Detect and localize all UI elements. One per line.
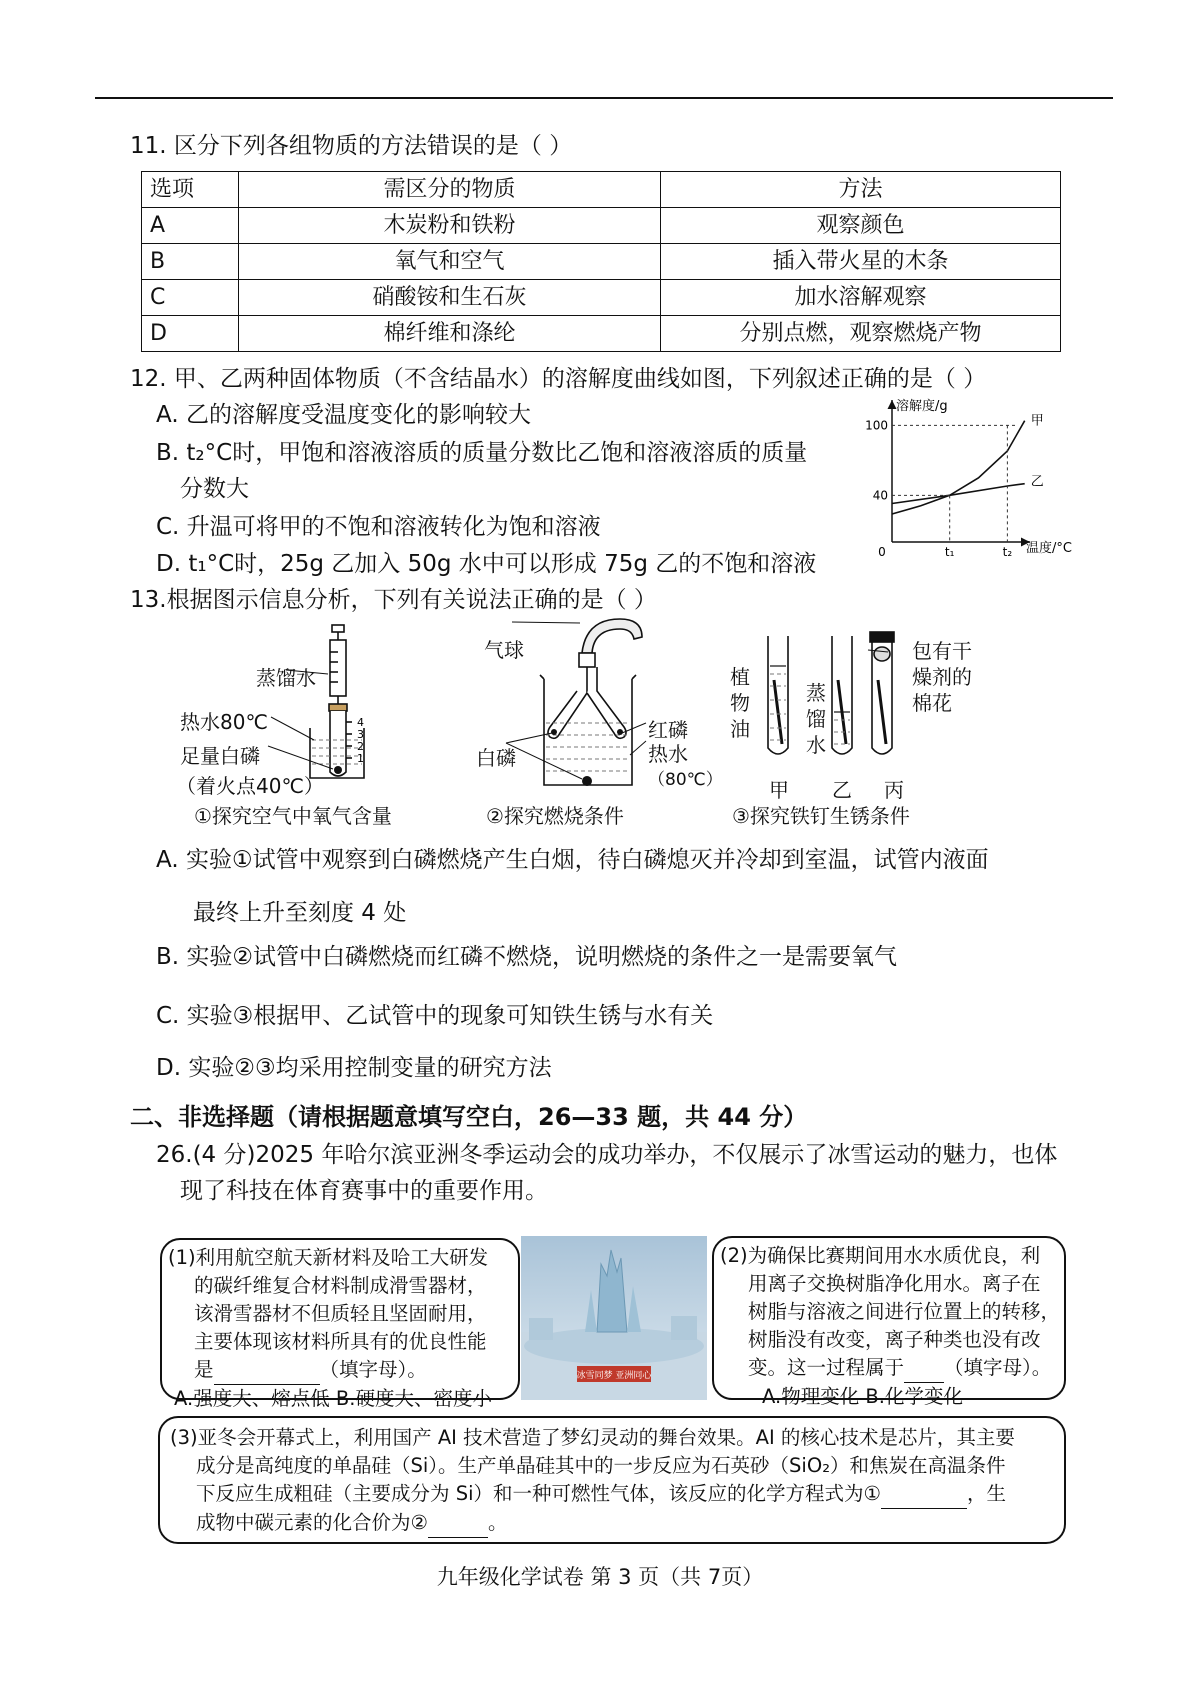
scale-mark: 3 xyxy=(357,728,364,741)
q13-option-a: A. 实验①试管中观察到白磷燃烧产生白烟，待白磷熄灭并冷却到室温，试管内液面 xyxy=(156,847,989,873)
box-line xyxy=(170,1509,1015,1538)
series-label: 甲 xyxy=(1030,413,1044,429)
q26-stem: 26.(4 分)2025 年哈尔滨亚洲冬季运动会的成功举办，不仅展示了冰雪运动的魅力，也体 xyxy=(156,1142,1058,1168)
answer-blank-1[interactable] xyxy=(214,1356,320,1385)
blank-prefix: 下反应生成粗硅（主要成分为 Si）和一种可燃性气体，该反应的化学方程式为① xyxy=(196,1482,881,1505)
caption-iron-rust: ③探究铁钉生锈条件 xyxy=(732,804,910,828)
box-options: A.物理变化 B.化学变化 xyxy=(762,1385,963,1408)
table-cell: 观察颜色 xyxy=(661,208,1061,244)
label-char: 植 xyxy=(730,665,750,689)
table-row xyxy=(142,244,1061,280)
q12-stem: 12. 甲、乙两种固体物质（不含结晶水）的溶解度曲线如图，下列叙述正确的是（ ） xyxy=(130,366,987,392)
table-cell: 木炭粉和铁粉 xyxy=(239,208,661,244)
blank-prefix: 成物中碳元素的化合价为② xyxy=(196,1511,428,1534)
table-header-cell: 需区分的物质 xyxy=(239,172,661,208)
table-header-row xyxy=(142,172,1061,208)
label-char: 水 xyxy=(806,733,826,757)
label-balloon: 气球 xyxy=(484,638,524,662)
q12-option-c: C. 升温可将甲的不饱和溶液转化为饱和溶液 xyxy=(156,514,601,540)
label-distilled-water: 蒸馏水 xyxy=(256,666,316,690)
x-axis-label: 温度/°C xyxy=(1026,541,1072,556)
table-cell: C xyxy=(142,280,239,316)
q26-part1-box xyxy=(160,1238,520,1410)
box-line: 的碳纤维复合材料制成滑雪器材， xyxy=(194,1274,487,1297)
label-line: 棉花 xyxy=(912,691,952,715)
table-cell: 氧气和空气 xyxy=(239,244,661,280)
q12-option-b-cont: 分数大 xyxy=(180,476,249,502)
blank-prefix: 变。这一过程属于 xyxy=(748,1356,905,1379)
label-char: 蒸 xyxy=(806,681,826,705)
table-cell: B xyxy=(142,244,239,280)
caption-combustion: ②探究燃烧条件 xyxy=(486,804,624,828)
page-footer: 九年级化学试卷 第 3 页（共 7页） xyxy=(436,1565,764,1589)
y-tick-label: 40 xyxy=(872,488,888,503)
table-header-cell: 选项 xyxy=(142,172,239,208)
q11-stem: 11. 区分下列各组物质的方法错误的是（ ） xyxy=(130,133,573,159)
solubility-chart xyxy=(860,392,1090,570)
label-desiccant-cotton xyxy=(912,638,972,716)
q12-option-a: A. 乙的溶解度受温度变化的影响较大 xyxy=(156,402,531,428)
scale-mark: 2 xyxy=(357,740,364,753)
label-white-phosphorus: 足量白磷 xyxy=(180,744,260,768)
box-line: 树脂没有改变，离子种类也没有改 xyxy=(748,1328,1041,1351)
y-tick-label: 100 xyxy=(865,418,888,433)
label-red-phosphorus: 红磷 xyxy=(648,718,688,742)
label-hot-water: 热水80℃ xyxy=(180,710,268,734)
q13-option-b: B. 实验②试管中白磷燃烧而红磷不燃烧，说明燃烧的条件之一是需要氧气 xyxy=(156,944,898,970)
table-cell: 分别点燃，观察燃烧产物 xyxy=(661,316,1061,352)
label-line: 燥剂的 xyxy=(912,665,972,689)
x-tick-label: 0 xyxy=(878,545,886,559)
answer-blank-2[interactable] xyxy=(904,1354,944,1383)
answer-blank-4[interactable] xyxy=(428,1509,488,1538)
table-row xyxy=(142,316,1061,352)
y-tube-right xyxy=(587,667,626,738)
box-line: 主要体现该材料所具有的优良性能 xyxy=(194,1330,487,1353)
white-phosphorus xyxy=(551,729,557,735)
series-label: 乙 xyxy=(1030,474,1044,490)
table-cell: A xyxy=(142,208,239,244)
label-hot-water: 热水 xyxy=(648,742,688,766)
cotton xyxy=(874,647,890,661)
label-tube-yi: 乙 xyxy=(832,778,852,802)
box-line: 该滑雪器材不但质轻且坚固耐用， xyxy=(194,1302,487,1325)
blank-suffix: 。 xyxy=(487,1511,508,1534)
answer-blank-3[interactable] xyxy=(881,1480,967,1509)
box-line: (2)为确保比赛期间用水水质优良，利 xyxy=(720,1244,1041,1267)
label-char: 物 xyxy=(730,691,750,715)
table-header-cell: 方法 xyxy=(661,172,1061,208)
label-ignition-point: （着火点40℃） xyxy=(176,774,324,798)
box-line: 用离子交换树脂净化用水。离子在 xyxy=(748,1272,1041,1295)
q12-option-d: D. t₁°C时，25g 乙加入 50g 水中可以形成 75g 乙的不饱和溶液 xyxy=(156,551,817,577)
label-tube-jia: 甲 xyxy=(769,778,789,802)
scale-mark: 1 xyxy=(357,752,364,765)
box-options: A.强度大、熔点低 B.硬度大、密度小 xyxy=(174,1387,492,1410)
blank-suffix: ，生 xyxy=(966,1482,1006,1505)
x-tick-label: t₁ xyxy=(944,545,955,559)
label-plant-oil xyxy=(730,664,754,742)
label-distilled-water xyxy=(806,680,830,758)
table-cell: 插入带火星的木条 xyxy=(661,244,1061,280)
syringe-body xyxy=(330,640,346,696)
table-cell: 加水溶解观察 xyxy=(661,280,1061,316)
label-white-phosphorus: 白磷 xyxy=(476,746,516,770)
balloon xyxy=(582,619,642,653)
red-phosphorus xyxy=(617,729,623,735)
caption-oxygen-content: ①探究空气中氧气含量 xyxy=(194,804,392,828)
box-line xyxy=(168,1356,492,1385)
syringe-plunger-top xyxy=(332,625,344,632)
stopper xyxy=(870,632,894,642)
label-temperature: （80℃） xyxy=(648,770,723,790)
scale-mark: 4 xyxy=(357,716,364,729)
q26-stem-cont: 现了科技在体育赛事中的重要作用。 xyxy=(180,1178,548,1204)
y-axis-label: 溶解度/g xyxy=(896,399,948,414)
box-line: (3)亚冬会开幕式上，利用国产 AI 技术营造了梦幻灵动的舞台效果。AI 的核心技术是芯片，其主要 xyxy=(170,1426,1015,1449)
q11-table xyxy=(141,171,1061,352)
table-row xyxy=(142,280,1061,316)
q26-part3-box xyxy=(158,1416,1066,1544)
photo-banner-text: 冰雪同梦 亚洲同心 xyxy=(576,1371,652,1381)
table-row xyxy=(142,208,1061,244)
series-line-2 xyxy=(892,484,1025,504)
y-tube-left xyxy=(548,667,587,738)
white-phosphorus-in-water xyxy=(582,776,592,786)
table-cell: 硝酸铵和生石灰 xyxy=(239,280,661,316)
label-line: 包有干 xyxy=(912,639,972,663)
box-line xyxy=(170,1480,1015,1509)
label-char: 油 xyxy=(730,717,750,741)
label-char: 馏 xyxy=(806,707,826,731)
ice-festival-photo xyxy=(521,1236,707,1400)
test-tube-jia xyxy=(768,636,788,754)
blank-prefix: 是 xyxy=(194,1358,214,1381)
q13-option-a-cont: 最终上升至刻度 4 处 xyxy=(193,900,407,926)
table-cell: 棉纤维和涤纶 xyxy=(239,316,661,352)
q12-option-b: B. t₂°C时，甲饱和溶液溶质的质量分数比乙饱和溶液溶质的质量 xyxy=(156,440,808,466)
blank-suffix: （填字母）。 xyxy=(944,1356,1052,1379)
box-line: 成分是高纯度的单晶硅（Si）。生产单晶硅其中的一步反应为石英砂（SiO₂）和焦炭在高温条件 xyxy=(196,1454,1006,1477)
box-line xyxy=(720,1354,1060,1383)
stopper xyxy=(579,653,595,667)
q13-option-d: D. 实验②③均采用控制变量的研究方法 xyxy=(156,1055,552,1081)
box-line: 树脂与溶液之间进行位置上的转移， xyxy=(748,1300,1061,1323)
section-title: 二、非选择题（请根据题意填写空白，26—33 题，共 44 分） xyxy=(130,1103,808,1131)
table-cell: D xyxy=(142,316,239,352)
x-tick-label: t₂ xyxy=(1002,545,1013,559)
q13-option-c: C. 实验③根据甲、乙试管中的现象可知铁生锈与水有关 xyxy=(156,1003,714,1029)
q13-stem: 13.根据图示信息分析，下列有关说法正确的是（ ） xyxy=(130,587,657,613)
test-tube-yi xyxy=(832,636,852,754)
label-tube-bing: 丙 xyxy=(884,778,904,802)
box-line: (1)利用航空航天新材料及哈工大研发 xyxy=(168,1246,489,1269)
top-rule xyxy=(95,97,1113,99)
q26-part2-box xyxy=(712,1236,1066,1408)
stopper xyxy=(329,704,347,711)
blank-suffix: （填字母）。 xyxy=(319,1358,427,1381)
figure-iron-rust xyxy=(740,630,920,770)
white-phosphorus xyxy=(334,766,342,774)
